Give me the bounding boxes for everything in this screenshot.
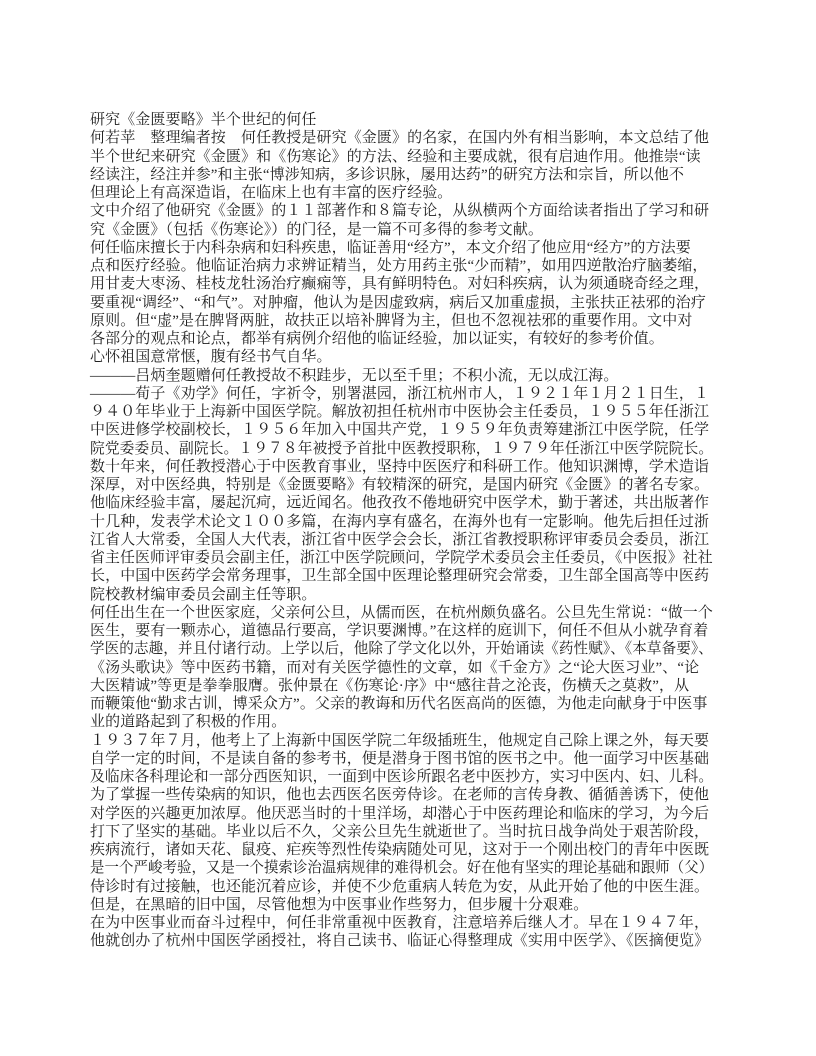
text-line: 在为中医事业而奋斗过程中，何任非常重视中医教育，注意培养后继人才。早在１９４７年， xyxy=(90,915,710,931)
text-line: 是一个严峻考验，又是一个摸索诊治温病规律的难得机会。好在他有坚实的理论基础和跟师（父） xyxy=(90,860,714,877)
text-line: 而鞭策他“勤求古训，博采众方”。父亲的教诲和历代名医高尚的医德，为他走向献身于中医事 xyxy=(90,696,708,712)
text-line: 对学医的兴趣更加浓厚。他厌恶当时的十里洋场，却潜心于中医药理论和临床的学习，为今后 xyxy=(90,805,710,822)
text-line: 大医精诚”等更是拳拳服膺。张仲景在《伤寒论·序》中“感往昔之沦丧，伤横夭之莫救”，从 xyxy=(90,677,690,694)
text-line: １９３７年７月，他考上了上海新中国医学院二年级插班生，他规定自己除上课之外，每天要 xyxy=(90,732,710,749)
text-line: 他临床经验丰富，屡起沉疴，远近闻名。他孜孜不倦地研究中医学术，勤于著述，共出版著作 xyxy=(90,495,710,512)
text-line: ———吕炳奎题赠何任教授故不积跬步，无以至千里；不积小流，无以成江海。 xyxy=(90,367,619,384)
text-line: 经读注，经注并参”和主张“博涉知病，多诊识脉，屡用达药”的研究方法和宗旨，所以他不 xyxy=(90,166,685,183)
text-line: ９４０年毕业于上海新中国医学院。解放初担任杭州市中医协会主任委员，１９５５年任浙江 xyxy=(90,404,710,420)
text-line: 及临床各科理论和一部分西医知识，一面到中医诊所跟名老中医抄方，实习中医内、妇、儿科。 xyxy=(90,769,714,785)
text-line: 数十年来，何任教授潜心于中医教育事业，坚持中医医疗和科研工作。他知识渊博，学术造诣 xyxy=(90,458,710,475)
text-line: 中医进修学校副校长，１９５６年加入中国共产党，１９５９年负责筹建浙江中医学院，任学 xyxy=(90,422,710,439)
text-line: 用甘麦大枣汤、桂枝龙牡汤治疗癫痫等，具有鲜明特色。对妇科疾病，认为须通晓奇经之理， xyxy=(90,276,710,293)
text-line: 究《金匮》（包括《伤寒论》）的门径，是一篇不可多得的参考文献。 xyxy=(90,221,544,238)
text-line: 各部分的观点和论点，都举有病例介绍他的临证经验，加以证实，有较好的参考价值。 xyxy=(90,331,664,347)
text-line: 侍诊时有过接触，也还能沉着应诊，并使不少危重病人转危为安，从此开始了他的中医生涯。 xyxy=(90,878,710,895)
text-line: 院校教材编审委员会副主任等职。 xyxy=(90,586,317,603)
text-line: 要重视“调经”、“和气”。对肿瘤，他认为是因虚致病，病后又加重虚损，主张扶正祛邪的治疗 xyxy=(90,294,706,311)
text-line: 但理论上有高深造诣，在临床上也有丰富的医疗经验。 xyxy=(90,185,453,201)
text-line: 《汤头歌诀》等中医药书籍，而对有关医学德性的文章，如《千金方》之“论大医习业”、“论 xyxy=(90,659,700,676)
document-title: 研究《金匮要略》半个世纪的何任 xyxy=(90,112,317,128)
text-line: 但是，在黑暗的旧中国，尽管他想为中医事业作些努力，但步履十分艰难。 xyxy=(90,896,589,913)
text-line: ———荀子《劝学》何任，字祈令，别署湛园，浙江杭州市人，１９２１年１月２１日生，１ xyxy=(90,385,710,402)
text-line: 半个世纪来研究《金匮》和《伤寒论》的方法、经验和主要成就，很有启迪作用。他推崇“读 xyxy=(90,148,701,165)
text-line: 何任出生在一个世医家庭，父亲何公旦，从儒而医，在杭州颇负盛名。公旦先生常说：“做一个 xyxy=(90,604,713,621)
text-line: 何若苹 整理编者按 何任教授是研究《金匮》的名家，在国内外有相当影响，本文总结了他 xyxy=(90,130,710,147)
text-line: 十几种，发表学术论文１００多篇，在海内享有盛名，在海外也有一定影响。他先后担任过浙 xyxy=(90,513,710,530)
text-line: 自学一定的时间，不是读自备的参考书，便是潜身于图书馆的医书之中。他一面学习中医基础 xyxy=(90,750,710,767)
text-line: 深厚，对中医经典，特别是《金匮要略》有较精深的研究，是国内研究《金匮》的著名专家。 xyxy=(90,477,710,493)
text-line: 打下了坚实的基础。毕业以后不久，父亲公旦先生就逝世了。当时抗日战争尚处于艰苦阶段， xyxy=(90,823,710,840)
document-body xyxy=(90,111,713,951)
text-line: 疾病流行，诸如天花、鼠疫、疟疾等烈性传染病随处可见，这对于一个刚出校门的青年中医既 xyxy=(90,842,710,858)
text-line: 他就创办了杭州中国医学函授社，将自己读书、临证心得整理成《实用中医学》、《医摘便览》 xyxy=(90,933,710,950)
text-line: 院党委委员、副院长。１９７８年被授予首批中医教授职称，１９７９年任浙江中医学院院长。 xyxy=(90,440,714,457)
text-line: 心怀祖国意常惬，腹有经书气自华。 xyxy=(90,349,332,366)
text-line: 为了掌握一些传染病的知识，他也去西医名医旁侍诊。在老师的言传身教、循循善诱下，使他 xyxy=(90,787,710,804)
text-line: 何任临床擅长于内科杂病和妇科疾患，临证善用“经方”，本文介绍了他应用“经方”的方法要 xyxy=(90,239,691,256)
text-line: 省主任医师评审委员会副主任，浙江中医学院顾问，学院学术委员会主任委员，《中医报》社社 xyxy=(90,550,713,566)
text-line: 学医的志趣，并且付诸行动。上学以后，他除了学文化以外，开始诵读《药性赋》、《本草备要》、 xyxy=(90,641,713,658)
text-line: 业的道路起到了积极的作用。 xyxy=(90,714,287,731)
text-line: 点和医疗经验。他临证治病力求辨证精当，处方用药主张“少而精”，如用四逆散治疗脑萎缩， xyxy=(90,258,708,274)
text-line: 原则。但“虚”是在脾肾两脏，故扶正以培补脾肾为主，但也不忽视祛邪的重要作用。文中对 xyxy=(90,312,693,329)
text-line: 长，中国中医药学会常务理事，卫生部全国中医理论整理研究会常委，卫生部全国高等中医药 xyxy=(90,568,710,585)
text-line: 医生，要有一颗赤心，道德品行要高，学识要渊博。”在这样的庭训下，何任不但从小就孕育着 xyxy=(90,623,709,639)
text-line: 文中介绍了他研究《金匮》的１１部著作和８篇专论，从纵横两个方面给读者指出了学习和研 xyxy=(90,203,710,220)
text-line: 江省人大常委，全国人大代表，浙江省中医学会会长，浙江省教授职称评审委员会委员，浙江 xyxy=(90,531,710,548)
